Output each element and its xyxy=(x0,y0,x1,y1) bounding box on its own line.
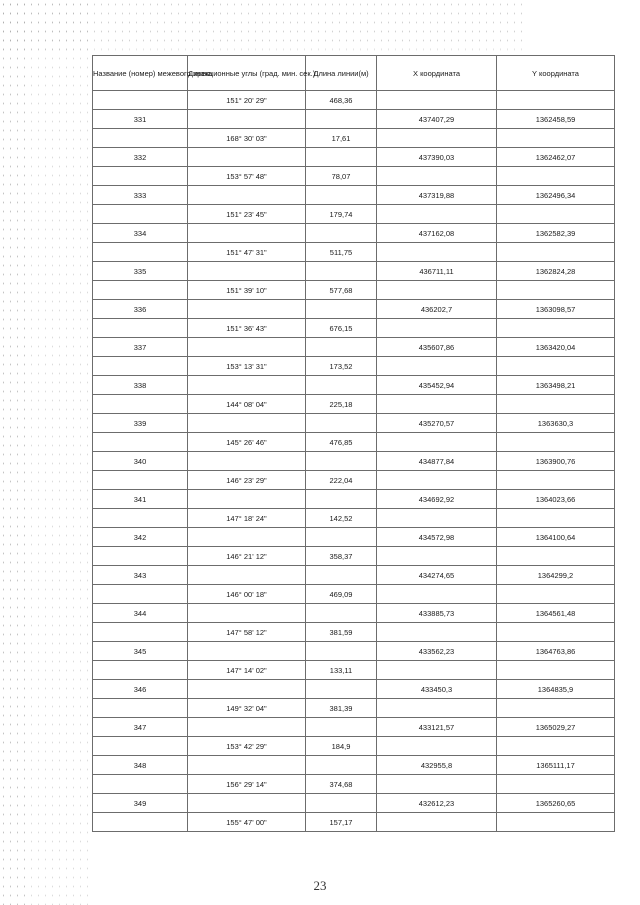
x-cell xyxy=(377,547,497,566)
table-row-segment xyxy=(93,319,615,338)
angle-cell xyxy=(188,452,306,471)
angle-cell: 168° 30' 03" xyxy=(188,129,306,148)
name-cell xyxy=(93,699,188,718)
y-cell: 1362582,39 xyxy=(497,224,615,243)
angle-cell: 147° 58' 12" xyxy=(188,623,306,642)
angle-cell xyxy=(188,528,306,547)
y-cell: 1365111,17 xyxy=(497,756,615,775)
y-cell xyxy=(497,205,615,224)
x-cell: 434572,98 xyxy=(377,528,497,547)
angle-cell xyxy=(188,490,306,509)
table-row-point xyxy=(93,718,615,737)
name-cell: 334 xyxy=(93,224,188,243)
boundary-coordinates-table xyxy=(92,55,615,832)
length-cell: 476,85 xyxy=(306,433,377,452)
table-row-segment xyxy=(93,699,615,718)
name-cell xyxy=(93,395,188,414)
x-cell xyxy=(377,775,497,794)
x-cell: 436202,7 xyxy=(377,300,497,319)
length-cell xyxy=(306,794,377,813)
length-cell xyxy=(306,604,377,623)
table-row-point xyxy=(93,300,615,319)
name-cell: 345 xyxy=(93,642,188,661)
name-cell: 331 xyxy=(93,110,188,129)
x-cell: 432955,8 xyxy=(377,756,497,775)
name-cell xyxy=(93,319,188,338)
angle-cell xyxy=(188,604,306,623)
name-cell: 337 xyxy=(93,338,188,357)
x-cell: 435270,57 xyxy=(377,414,497,433)
y-cell xyxy=(497,699,615,718)
table-row-segment xyxy=(93,471,615,490)
table-row-segment xyxy=(93,281,615,300)
scan-noise-bottom xyxy=(0,0,522,49)
y-cell: 1362458,59 xyxy=(497,110,615,129)
angle-cell: 151° 47' 31" xyxy=(188,243,306,262)
table-row-point xyxy=(93,490,615,509)
table-row-point xyxy=(93,186,615,205)
x-cell xyxy=(377,737,497,756)
table-row-segment xyxy=(93,129,615,148)
y-cell xyxy=(497,395,615,414)
table-row-segment xyxy=(93,243,615,262)
table-row-point xyxy=(93,642,615,661)
x-cell xyxy=(377,585,497,604)
x-cell: 433562,23 xyxy=(377,642,497,661)
name-cell xyxy=(93,471,188,490)
y-cell xyxy=(497,167,615,186)
x-cell xyxy=(377,357,497,376)
angle-cell xyxy=(188,186,306,205)
table-row-point xyxy=(93,566,615,585)
x-cell xyxy=(377,205,497,224)
angle-cell xyxy=(188,338,306,357)
angle-cell: 145° 26' 46" xyxy=(188,433,306,452)
y-cell xyxy=(497,813,615,832)
name-cell: 339 xyxy=(93,414,188,433)
table-row-point xyxy=(93,794,615,813)
x-cell: 437162,08 xyxy=(377,224,497,243)
table-row-point xyxy=(93,452,615,471)
name-cell xyxy=(93,509,188,528)
length-cell: 222,04 xyxy=(306,471,377,490)
length-cell xyxy=(306,148,377,167)
angle-cell: 153° 13' 31" xyxy=(188,357,306,376)
x-cell xyxy=(377,623,497,642)
table-row-point xyxy=(93,376,615,395)
scan-noise-top xyxy=(0,0,522,55)
y-cell xyxy=(497,737,615,756)
x-cell: 432612,23 xyxy=(377,794,497,813)
length-cell xyxy=(306,186,377,205)
length-cell: 133,11 xyxy=(306,661,377,680)
y-cell xyxy=(497,471,615,490)
length-cell: 469,09 xyxy=(306,585,377,604)
name-cell: 332 xyxy=(93,148,188,167)
y-cell xyxy=(497,585,615,604)
length-cell xyxy=(306,110,377,129)
angle-cell xyxy=(188,376,306,395)
table-row-segment xyxy=(93,737,615,756)
angle-cell xyxy=(188,642,306,661)
x-cell xyxy=(377,471,497,490)
y-cell: 1364100,64 xyxy=(497,528,615,547)
y-cell: 1363498,21 xyxy=(497,376,615,395)
name-cell xyxy=(93,281,188,300)
name-cell: 335 xyxy=(93,262,188,281)
length-cell: 184,9 xyxy=(306,737,377,756)
table-row-point xyxy=(93,338,615,357)
name-cell xyxy=(93,357,188,376)
length-cell: 381,59 xyxy=(306,623,377,642)
angle-cell xyxy=(188,718,306,737)
angle-cell: 151° 23' 45" xyxy=(188,205,306,224)
y-cell: 1363420,04 xyxy=(497,338,615,357)
length-cell xyxy=(306,642,377,661)
length-cell xyxy=(306,224,377,243)
y-cell: 1363900,76 xyxy=(497,452,615,471)
table-row-segment xyxy=(93,395,615,414)
name-cell xyxy=(93,737,188,756)
name-cell xyxy=(93,205,188,224)
name-cell: 346 xyxy=(93,680,188,699)
name-cell xyxy=(93,775,188,794)
x-cell: 434274,65 xyxy=(377,566,497,585)
angle-cell: 147° 14' 02" xyxy=(188,661,306,680)
name-cell xyxy=(93,813,188,832)
y-cell: 1365029,27 xyxy=(497,718,615,737)
y-cell xyxy=(497,547,615,566)
y-cell xyxy=(497,319,615,338)
x-cell: 435452,94 xyxy=(377,376,497,395)
length-cell: 511,75 xyxy=(306,243,377,262)
y-cell: 1364561,48 xyxy=(497,604,615,623)
length-cell xyxy=(306,338,377,357)
angle-cell: 156° 29' 14" xyxy=(188,775,306,794)
table-row-point xyxy=(93,262,615,281)
y-cell xyxy=(497,129,615,148)
x-cell xyxy=(377,395,497,414)
y-cell: 1364835,9 xyxy=(497,680,615,699)
x-cell: 434692,92 xyxy=(377,490,497,509)
length-cell xyxy=(306,262,377,281)
y-cell: 1362824,28 xyxy=(497,262,615,281)
table-row-segment xyxy=(93,433,615,452)
angle-cell xyxy=(188,566,306,585)
table-row-point xyxy=(93,110,615,129)
table-row-segment xyxy=(93,167,615,186)
page-number: 23 xyxy=(313,878,327,893)
x-cell xyxy=(377,243,497,262)
x-cell xyxy=(377,319,497,338)
header-name: Название (номер) межевого знака xyxy=(93,56,188,91)
table-row-point xyxy=(93,148,615,167)
angle-cell xyxy=(188,794,306,813)
x-cell xyxy=(377,129,497,148)
x-cell: 437319,88 xyxy=(377,186,497,205)
x-cell: 437390,03 xyxy=(377,148,497,167)
angle-cell xyxy=(188,148,306,167)
name-cell: 338 xyxy=(93,376,188,395)
x-cell xyxy=(377,813,497,832)
y-cell xyxy=(497,661,615,680)
angle-cell: 146° 00' 18" xyxy=(188,585,306,604)
x-cell xyxy=(377,433,497,452)
y-cell xyxy=(497,357,615,376)
table-row-point xyxy=(93,224,615,243)
x-cell: 437407,29 xyxy=(377,110,497,129)
name-cell: 340 xyxy=(93,452,188,471)
table-row-segment xyxy=(93,205,615,224)
table-row-segment xyxy=(93,547,615,566)
name-cell: 336 xyxy=(93,300,188,319)
length-cell: 142,52 xyxy=(306,509,377,528)
y-cell: 1362496,34 xyxy=(497,186,615,205)
length-cell: 225,18 xyxy=(306,395,377,414)
name-cell: 341 xyxy=(93,490,188,509)
length-cell: 173,52 xyxy=(306,357,377,376)
angle-cell xyxy=(188,680,306,699)
x-cell: 433121,57 xyxy=(377,718,497,737)
name-cell xyxy=(93,243,188,262)
name-cell xyxy=(93,661,188,680)
table-row-segment xyxy=(93,357,615,376)
table-header-row xyxy=(93,56,615,91)
table-row-segment xyxy=(93,509,615,528)
name-cell: 347 xyxy=(93,718,188,737)
header-length: Длина линии(м) xyxy=(306,56,377,91)
length-cell: 78,07 xyxy=(306,167,377,186)
x-cell: 433885,73 xyxy=(377,604,497,623)
angle-cell: 144° 08' 04" xyxy=(188,395,306,414)
length-cell: 676,15 xyxy=(306,319,377,338)
header-y: Y координата xyxy=(497,56,615,91)
x-cell: 435607,86 xyxy=(377,338,497,357)
y-cell xyxy=(497,281,615,300)
name-cell xyxy=(93,547,188,566)
angle-cell: 151° 20' 29" xyxy=(188,91,306,110)
table-row-segment xyxy=(93,813,615,832)
name-cell xyxy=(93,91,188,110)
x-cell: 433450,3 xyxy=(377,680,497,699)
name-cell: 343 xyxy=(93,566,188,585)
table-row-segment xyxy=(93,775,615,794)
y-cell xyxy=(497,775,615,794)
angle-cell: 151° 36' 43" xyxy=(188,319,306,338)
y-cell xyxy=(497,509,615,528)
length-cell xyxy=(306,528,377,547)
length-cell: 381,39 xyxy=(306,699,377,718)
x-cell xyxy=(377,509,497,528)
length-cell xyxy=(306,414,377,433)
y-cell: 1362462,07 xyxy=(497,148,615,167)
angle-cell: 149° 32' 04" xyxy=(188,699,306,718)
length-cell: 577,68 xyxy=(306,281,377,300)
angle-cell: 146° 23' 29" xyxy=(188,471,306,490)
angle-cell xyxy=(188,756,306,775)
length-cell xyxy=(306,566,377,585)
length-cell: 157,17 xyxy=(306,813,377,832)
length-cell: 179,74 xyxy=(306,205,377,224)
name-cell: 344 xyxy=(93,604,188,623)
length-cell: 358,37 xyxy=(306,547,377,566)
angle-cell: 151° 39' 10" xyxy=(188,281,306,300)
x-cell xyxy=(377,661,497,680)
length-cell xyxy=(306,680,377,699)
angle-cell xyxy=(188,110,306,129)
x-cell xyxy=(377,91,497,110)
length-cell: 468,36 xyxy=(306,91,377,110)
length-cell xyxy=(306,452,377,471)
length-cell xyxy=(306,756,377,775)
table-row-point xyxy=(93,528,615,547)
name-cell: 342 xyxy=(93,528,188,547)
name-cell xyxy=(93,129,188,148)
angle-cell xyxy=(188,224,306,243)
table-body xyxy=(93,91,615,832)
length-cell: 17,61 xyxy=(306,129,377,148)
name-cell xyxy=(93,623,188,642)
angle-cell: 146° 21' 12" xyxy=(188,547,306,566)
header-angle: Дирекционные углы (град. мин. сек.) xyxy=(188,56,306,91)
y-cell: 1364023,66 xyxy=(497,490,615,509)
angle-cell xyxy=(188,262,306,281)
angle-cell: 153° 57' 48" xyxy=(188,167,306,186)
y-cell xyxy=(497,243,615,262)
y-cell: 1364299,2 xyxy=(497,566,615,585)
scan-noise-right xyxy=(0,0,26,905)
x-cell xyxy=(377,167,497,186)
x-cell: 436711,11 xyxy=(377,262,497,281)
length-cell xyxy=(306,490,377,509)
name-cell xyxy=(93,585,188,604)
table-row-segment xyxy=(93,585,615,604)
table-row-point xyxy=(93,414,615,433)
x-cell xyxy=(377,281,497,300)
name-cell: 348 xyxy=(93,756,188,775)
y-cell: 1365260,65 xyxy=(497,794,615,813)
y-cell xyxy=(497,91,615,110)
table-row-point xyxy=(93,680,615,699)
table-row-segment xyxy=(93,91,615,110)
name-cell xyxy=(93,433,188,452)
y-cell xyxy=(497,433,615,452)
name-cell: 333 xyxy=(93,186,188,205)
scan-noise-left xyxy=(0,0,92,905)
name-cell xyxy=(93,167,188,186)
table-row-point xyxy=(93,604,615,623)
header-x: X координата xyxy=(377,56,497,91)
angle-cell xyxy=(188,300,306,319)
angle-cell xyxy=(188,414,306,433)
angle-cell: 147° 18' 24" xyxy=(188,509,306,528)
length-cell xyxy=(306,376,377,395)
y-cell: 1363098,57 xyxy=(497,300,615,319)
y-cell: 1364763,86 xyxy=(497,642,615,661)
length-cell xyxy=(306,300,377,319)
x-cell: 434877,84 xyxy=(377,452,497,471)
table-row-point xyxy=(93,756,615,775)
length-cell: 374,68 xyxy=(306,775,377,794)
table-row-segment xyxy=(93,623,615,642)
angle-cell: 155° 47' 00" xyxy=(188,813,306,832)
y-cell: 1363630,3 xyxy=(497,414,615,433)
name-cell: 349 xyxy=(93,794,188,813)
table-row-segment xyxy=(93,661,615,680)
x-cell xyxy=(377,699,497,718)
angle-cell: 153° 42' 29" xyxy=(188,737,306,756)
length-cell xyxy=(306,718,377,737)
y-cell xyxy=(497,623,615,642)
